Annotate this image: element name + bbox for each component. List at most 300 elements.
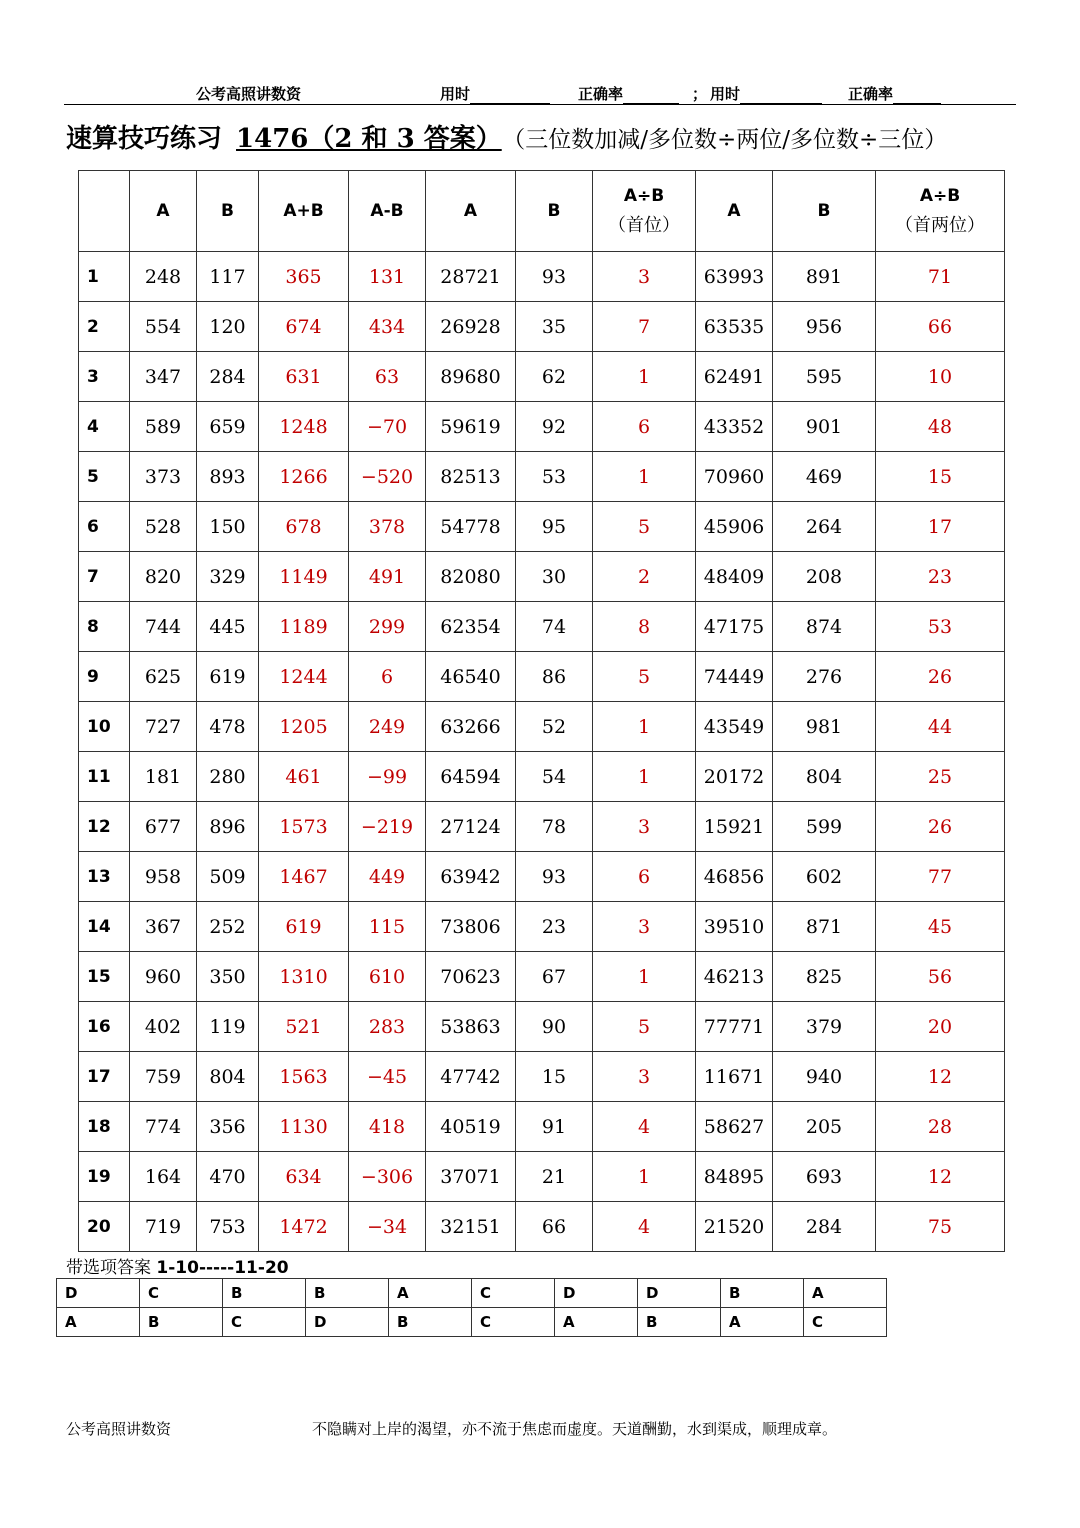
answer-cell: 45 (876, 902, 1005, 952)
row-number: 12 (79, 802, 130, 852)
answer-cell: 15 (876, 452, 1005, 502)
column-header-label: A÷B (919, 186, 961, 206)
answer-cell: 1310 (259, 952, 349, 1002)
table-row (79, 1152, 1005, 1202)
column-header-9 (773, 171, 876, 252)
value-cell: 896 (197, 802, 259, 852)
value-cell: 625 (130, 652, 197, 702)
column-header-4 (349, 171, 426, 252)
option-answer-cell: D (57, 1279, 140, 1308)
header-bar (64, 80, 1016, 105)
table-row (79, 552, 1005, 602)
options-row (57, 1308, 887, 1337)
value-cell: 719 (130, 1202, 197, 1252)
value-cell: 804 (197, 1052, 259, 1102)
answer-cell: 1244 (259, 652, 349, 702)
answer-cell: 115 (349, 902, 426, 952)
column-header-label: A÷B (623, 186, 665, 206)
column-header-1 (130, 171, 197, 252)
value-cell: 63993 (696, 252, 773, 302)
value-cell: 960 (130, 952, 197, 1002)
value-cell: 589 (130, 402, 197, 452)
table-row (79, 752, 1005, 802)
answer-cell: 1 (593, 752, 696, 802)
row-number: 13 (79, 852, 130, 902)
value-cell: 95 (516, 502, 593, 552)
header-brand: 公考高照讲数资 (196, 85, 302, 103)
value-cell: 891 (773, 252, 876, 302)
value-cell: 70960 (696, 452, 773, 502)
answer-cell: 10 (876, 352, 1005, 402)
column-header-label: B (547, 201, 561, 221)
value-cell: 150 (197, 502, 259, 552)
row-number: 8 (79, 602, 130, 652)
value-cell: 753 (197, 1202, 259, 1252)
row-number: 7 (79, 552, 130, 602)
value-cell: 47742 (426, 1052, 516, 1102)
title-subtitle: （三位数加减/多位数÷两位/多位数÷三位） (513, 127, 948, 153)
value-cell: 284 (773, 1202, 876, 1252)
option-answer-cell: D (638, 1279, 721, 1308)
value-cell: 92 (516, 402, 593, 452)
option-answer-cell: B (389, 1308, 472, 1337)
value-cell: 91 (516, 1102, 593, 1152)
value-cell: 347 (130, 352, 197, 402)
value-cell: 43352 (696, 402, 773, 452)
value-cell: 276 (773, 652, 876, 702)
value-cell: 21520 (696, 1202, 773, 1252)
column-header-5 (426, 171, 516, 252)
option-answer-cell: B (306, 1279, 389, 1308)
footer-motto: 不隐瞒对上岸的渴望，亦不流于焦虑而虚度。天道酬勤，水到渠成，顺理成章。 (312, 1420, 838, 1438)
answer-cell: 66 (876, 302, 1005, 352)
column-header-7 (593, 171, 696, 252)
answer-cell: −45 (349, 1052, 426, 1102)
value-cell: 956 (773, 302, 876, 352)
table-row (79, 502, 1005, 552)
column-header-2 (197, 171, 259, 252)
value-cell: 73806 (426, 902, 516, 952)
table-row (79, 302, 1005, 352)
value-cell: 53863 (426, 1002, 516, 1052)
value-cell: 445 (197, 602, 259, 652)
value-cell: 39510 (696, 902, 773, 952)
row-number: 6 (79, 502, 130, 552)
title-code: 1476（2 和 3 答案） (236, 124, 502, 154)
accuracy-field-1 (578, 83, 679, 104)
value-cell: 26928 (426, 302, 516, 352)
value-cell: 356 (197, 1102, 259, 1152)
answer-cell: −70 (349, 402, 426, 452)
value-cell: 871 (773, 902, 876, 952)
row-number: 20 (79, 1202, 130, 1252)
value-cell: 958 (130, 852, 197, 902)
value-cell: 77771 (696, 1002, 773, 1052)
answer-cell: 283 (349, 1002, 426, 1052)
value-cell: 93 (516, 252, 593, 302)
answer-cell: 449 (349, 852, 426, 902)
value-cell: 28721 (426, 252, 516, 302)
value-cell: 82080 (426, 552, 516, 602)
value-cell: 693 (773, 1152, 876, 1202)
table-row (79, 602, 1005, 652)
value-cell: 74 (516, 602, 593, 652)
value-cell: 981 (773, 702, 876, 752)
row-number: 16 (79, 1002, 130, 1052)
value-cell: 117 (197, 252, 259, 302)
value-cell: 67 (516, 952, 593, 1002)
value-cell: 164 (130, 1152, 197, 1202)
table-row (79, 852, 1005, 902)
column-header-sub: （首两位） (895, 215, 985, 236)
answer-cell: 6 (593, 852, 696, 902)
value-cell: 43549 (696, 702, 773, 752)
column-header-label: A (156, 201, 170, 221)
column-header-sub: （首位） (608, 215, 680, 236)
answer-cell: 1189 (259, 602, 349, 652)
value-cell: 37071 (426, 1152, 516, 1202)
accuracy-blank-1[interactable] (623, 89, 679, 104)
row-number: 18 (79, 1102, 130, 1152)
value-cell: 208 (773, 552, 876, 602)
option-answer-cell: C (472, 1308, 555, 1337)
value-cell: 58627 (696, 1102, 773, 1152)
answer-cell: 1467 (259, 852, 349, 902)
value-cell: 595 (773, 352, 876, 402)
value-cell: 32151 (426, 1202, 516, 1252)
value-cell: 759 (130, 1052, 197, 1102)
answer-cell: 491 (349, 552, 426, 602)
value-cell: 280 (197, 752, 259, 802)
value-cell: 528 (130, 502, 197, 552)
option-answer-cell: D (306, 1308, 389, 1337)
option-answer-cell: C (223, 1308, 306, 1337)
value-cell: 677 (130, 802, 197, 852)
value-cell: 599 (773, 802, 876, 852)
answer-cell: 5 (593, 1002, 696, 1052)
column-header-label: B (817, 201, 831, 221)
value-cell: 54778 (426, 502, 516, 552)
answer-cell: 1130 (259, 1102, 349, 1152)
row-number: 10 (79, 702, 130, 752)
answer-cell: 2 (593, 552, 696, 602)
answer-cell: 28 (876, 1102, 1005, 1152)
row-number: 2 (79, 302, 130, 352)
answer-cell: 1573 (259, 802, 349, 852)
table-row (79, 352, 1005, 402)
value-cell: 89680 (426, 352, 516, 402)
answer-cell: 3 (593, 1052, 696, 1102)
value-cell: 64594 (426, 752, 516, 802)
table-row (79, 702, 1005, 752)
answer-cell: 1 (593, 1152, 696, 1202)
column-header-8 (696, 171, 773, 252)
answer-cell: 634 (259, 1152, 349, 1202)
value-cell: 659 (197, 402, 259, 452)
table-row (79, 902, 1005, 952)
answer-cell: −34 (349, 1202, 426, 1252)
value-cell: 744 (130, 602, 197, 652)
value-cell: 804 (773, 752, 876, 802)
table-row (79, 1102, 1005, 1152)
answer-cell: 619 (259, 902, 349, 952)
accuracy-field-2 (848, 83, 941, 104)
value-cell: 874 (773, 602, 876, 652)
table-row (79, 952, 1005, 1002)
answer-cell: 56 (876, 952, 1005, 1002)
value-cell: 46540 (426, 652, 516, 702)
answer-cell: 17 (876, 502, 1005, 552)
column-header-label: A-B (370, 201, 404, 221)
answer-cell: 5 (593, 502, 696, 552)
value-cell: 74449 (696, 652, 773, 702)
answer-cell: 26 (876, 652, 1005, 702)
time-field-1 (440, 83, 550, 104)
value-cell: 23 (516, 902, 593, 952)
options-table (56, 1278, 887, 1337)
value-cell: 181 (130, 752, 197, 802)
value-cell: 509 (197, 852, 259, 902)
practice-table (78, 170, 1005, 1252)
answer-cell: 3 (593, 252, 696, 302)
answer-cell: 3 (593, 802, 696, 852)
option-answer-cell: A (721, 1308, 804, 1337)
value-cell: 84895 (696, 1152, 773, 1202)
value-cell: 120 (197, 302, 259, 352)
answer-cell: 6 (349, 652, 426, 702)
value-cell: 940 (773, 1052, 876, 1102)
answer-cell: 299 (349, 602, 426, 652)
value-cell: 46213 (696, 952, 773, 1002)
value-cell: 27124 (426, 802, 516, 852)
column-header-6 (516, 171, 593, 252)
answer-cell: 631 (259, 352, 349, 402)
answer-cell: 53 (876, 602, 1005, 652)
value-cell: 62354 (426, 602, 516, 652)
answer-cell: 418 (349, 1102, 426, 1152)
answer-cell: 461 (259, 752, 349, 802)
value-cell: 478 (197, 702, 259, 752)
column-header-10 (876, 171, 1005, 252)
answer-cell: 521 (259, 1002, 349, 1052)
answer-cell: 434 (349, 302, 426, 352)
value-cell: 470 (197, 1152, 259, 1202)
answer-cell: 6 (593, 402, 696, 452)
value-cell: 48409 (696, 552, 773, 602)
answer-cell: 1 (593, 352, 696, 402)
value-cell: 11671 (696, 1052, 773, 1102)
value-cell: 284 (197, 352, 259, 402)
value-cell: 52 (516, 702, 593, 752)
value-cell: 252 (197, 902, 259, 952)
answer-cell: 4 (593, 1102, 696, 1152)
answer-cell: −520 (349, 452, 426, 502)
answer-cell: 249 (349, 702, 426, 752)
value-cell: 82513 (426, 452, 516, 502)
option-answer-cell: C (140, 1279, 223, 1308)
answer-cell: 1563 (259, 1052, 349, 1102)
answer-cell: 23 (876, 552, 1005, 602)
answer-cell: 20 (876, 1002, 1005, 1052)
value-cell: 15 (516, 1052, 593, 1102)
value-cell: 63266 (426, 702, 516, 752)
option-answer-cell: A (389, 1279, 472, 1308)
row-number: 15 (79, 952, 130, 1002)
option-answer-cell: A (57, 1308, 140, 1337)
value-cell: 78 (516, 802, 593, 852)
answer-cell: 48 (876, 402, 1005, 452)
value-cell: 30 (516, 552, 593, 602)
value-cell: 893 (197, 452, 259, 502)
value-cell: 20172 (696, 752, 773, 802)
column-header-label: A (463, 201, 478, 221)
value-cell: 367 (130, 902, 197, 952)
answer-cell: 3 (593, 902, 696, 952)
value-cell: 40519 (426, 1102, 516, 1152)
value-cell: 350 (197, 952, 259, 1002)
time-blank-1[interactable] (470, 89, 550, 104)
value-cell: 86 (516, 652, 593, 702)
answer-cell: 1266 (259, 452, 349, 502)
row-number: 1 (79, 252, 130, 302)
row-number: 14 (79, 902, 130, 952)
value-cell: 15921 (696, 802, 773, 852)
value-cell: 554 (130, 302, 197, 352)
table-row (79, 652, 1005, 702)
value-cell: 602 (773, 852, 876, 902)
column-header-label: B (221, 201, 234, 221)
value-cell: 774 (130, 1102, 197, 1152)
value-cell: 469 (773, 452, 876, 502)
answer-cell: 1 (593, 702, 696, 752)
footer-brand: 公考高照讲数资 (66, 1420, 172, 1438)
value-cell: 825 (773, 952, 876, 1002)
value-cell: 62 (516, 352, 593, 402)
answer-cell: 77 (876, 852, 1005, 902)
answer-cell: 378 (349, 502, 426, 552)
option-answer-cell: D (555, 1279, 638, 1308)
row-number: 5 (79, 452, 130, 502)
value-cell: 54 (516, 752, 593, 802)
value-cell: 47175 (696, 602, 773, 652)
answer-cell: 63 (349, 352, 426, 402)
value-cell: 901 (773, 402, 876, 452)
value-cell: 264 (773, 502, 876, 552)
value-cell: 21 (516, 1152, 593, 1202)
value-cell: 70623 (426, 952, 516, 1002)
row-number: 19 (79, 1152, 130, 1202)
option-answer-cell: C (804, 1308, 887, 1337)
answer-cell: 674 (259, 302, 349, 352)
value-cell: 63942 (426, 852, 516, 902)
table-row (79, 1002, 1005, 1052)
value-cell: 93 (516, 852, 593, 902)
answer-cell: 365 (259, 252, 349, 302)
table-row (79, 452, 1005, 502)
value-cell: 66 (516, 1202, 593, 1252)
value-cell: 727 (130, 702, 197, 752)
page-title (66, 118, 1026, 158)
option-answer-cell: B (140, 1308, 223, 1337)
column-header-3 (259, 171, 349, 252)
option-answer-cell: B (638, 1308, 721, 1337)
value-cell: 53 (516, 452, 593, 502)
answer-cell: −99 (349, 752, 426, 802)
accuracy-label-2: 正确率 (848, 85, 894, 103)
value-cell: 90 (516, 1002, 593, 1052)
row-number: 17 (79, 1052, 130, 1102)
value-cell: 62491 (696, 352, 773, 402)
table-row (79, 802, 1005, 852)
row-number: 9 (79, 652, 130, 702)
value-cell: 820 (130, 552, 197, 602)
value-cell: 59619 (426, 402, 516, 452)
answer-cell: 71 (876, 252, 1005, 302)
answer-cell: 610 (349, 952, 426, 1002)
row-number: 11 (79, 752, 130, 802)
options-title (66, 1253, 289, 1278)
header-separator: ； (692, 85, 708, 103)
answer-cell: 678 (259, 502, 349, 552)
option-answer-cell: C (472, 1279, 555, 1308)
time-field-2 (710, 83, 822, 104)
value-cell: 329 (197, 552, 259, 602)
column-header-0 (79, 171, 130, 252)
table-row (79, 1202, 1005, 1252)
time-label-2: 用时 (710, 85, 741, 103)
answer-cell: 5 (593, 652, 696, 702)
answer-cell: 12 (876, 1052, 1005, 1102)
answer-cell: 8 (593, 602, 696, 652)
table-row (79, 252, 1005, 302)
answer-cell: 1 (593, 952, 696, 1002)
table-header-row (79, 171, 1005, 252)
answer-cell: 1472 (259, 1202, 349, 1252)
row-number: 3 (79, 352, 130, 402)
value-cell: 35 (516, 302, 593, 352)
value-cell: 248 (130, 252, 197, 302)
time-label-1: 用时 (440, 85, 471, 103)
answer-cell: −306 (349, 1152, 426, 1202)
value-cell: 379 (773, 1002, 876, 1052)
column-header-label: A (727, 201, 741, 221)
answer-cell: 4 (593, 1202, 696, 1252)
answer-cell: 75 (876, 1202, 1005, 1252)
value-cell: 619 (197, 652, 259, 702)
answer-cell: 1248 (259, 402, 349, 452)
answer-cell: 25 (876, 752, 1005, 802)
options-row (57, 1279, 887, 1308)
option-answer-cell: A (804, 1279, 887, 1308)
option-answer-cell: A (555, 1308, 638, 1337)
option-answer-cell: B (223, 1279, 306, 1308)
table-row (79, 402, 1005, 452)
answer-cell: 12 (876, 1152, 1005, 1202)
accuracy-blank-2[interactable] (893, 89, 941, 104)
value-cell: 205 (773, 1102, 876, 1152)
answer-cell: 7 (593, 302, 696, 352)
answer-cell: 131 (349, 252, 426, 302)
value-cell: 402 (130, 1002, 197, 1052)
answer-cell: 1205 (259, 702, 349, 752)
value-cell: 45906 (696, 502, 773, 552)
answer-cell: 44 (876, 702, 1005, 752)
answer-cell: 1 (593, 452, 696, 502)
value-cell: 119 (197, 1002, 259, 1052)
option-answer-cell: B (721, 1279, 804, 1308)
options-title-text: 带选项答案 (66, 1258, 151, 1278)
time-blank-2[interactable] (740, 89, 822, 104)
